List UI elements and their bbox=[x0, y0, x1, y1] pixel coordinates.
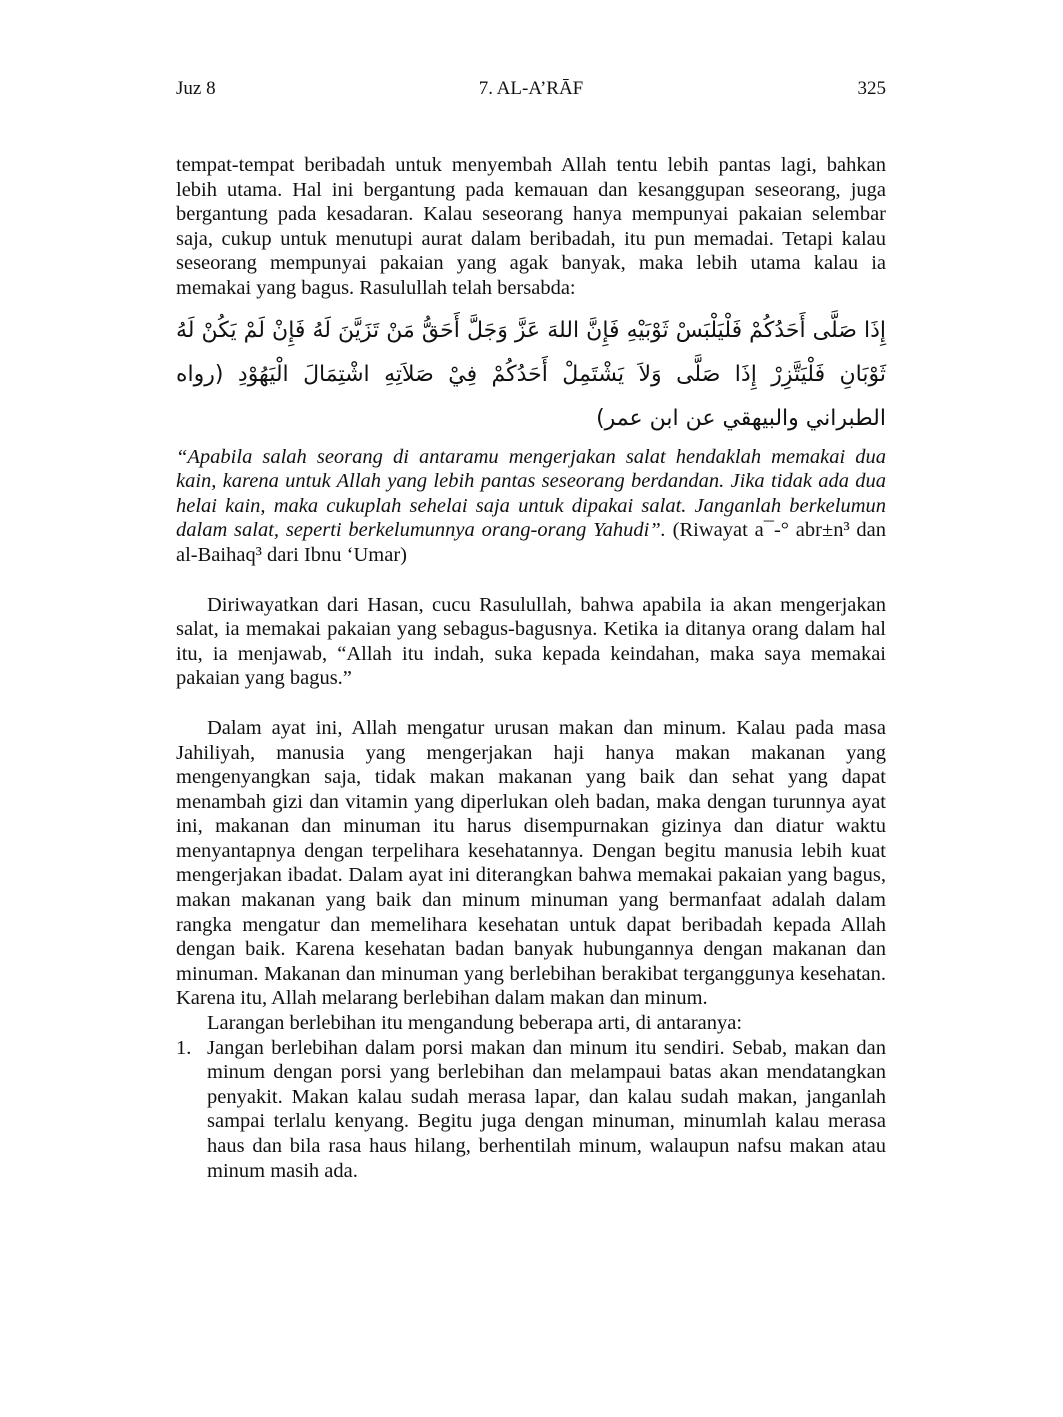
hadith-reference: (Riwayat a¯-° abr±n³ dan al-Baihaq³ dari Ibnu ‘Umar) bbox=[176, 519, 886, 566]
page-body bbox=[176, 153, 886, 1183]
surah-title: 7. AL-A’RĀF bbox=[478, 78, 584, 99]
list-item bbox=[176, 1036, 886, 1184]
hadith-translation bbox=[176, 445, 886, 568]
list-item-number: 1. bbox=[176, 1036, 192, 1059]
paragraph-gap bbox=[176, 691, 886, 716]
paragraph-continuation: tempat-tempat beribadah untuk menyembah Allah tentu lebih pantas lagi, bahkan lebih utama. Hal ini bergantung pada kemauan dan kesanggupan seseorang, juga bergantung pada kesadaran. Kalau seseorang hanya mempunyai pakaian selembar saja, cukup untuk menutupi aurat dalam beribadah, itu pun memadai. Tetapi kalau seseorang mempunyai pakaian yang agak banyak, maka lebih utama kalau ia memakai yang bagus. Rasulullah telah bersabda: bbox=[176, 154, 886, 299]
paragraph-prohibition-intro: Larangan berlebihan itu mengandung beberapa arti, di antaranya: bbox=[207, 1012, 743, 1035]
paragraph-gap bbox=[176, 568, 886, 593]
hadith-arabic-text: إِذَا صَلَّى أَحَدُكُمْ فَلْيَلْبَسْ ثَوْبَيْهِ فَإِنَّ اللهَ عَزَّ وَجَلَّ أَحَقُّ مَنْ تَزَيَّنَ لَهُ فَإِنْ لَمْ يَكُنْ لَهُ ثَوْبَانِ فَلْيَتَّزِرْ إِذَا صَلَّى وَلاَ يَشْتَمِلْ أَحَدُكُمْ فِيْ صَلاَتِهِ اشْتِمَالَ الْيَهُوْدِ (رواه الطبراني والبيهقي عن ابن عمر) bbox=[176, 317, 886, 431]
paragraph-hasan: Diriwayatkan dari Hasan, cucu Rasulullah, bahwa apabila ia akan mengerjakan salat, ia memakai pakaian yang sebagus-bagusnya. Ketika ia ditanya orang dalam hal itu, ia menjawab, “Allah itu indah, suka kepada keindahan, maka saya memakai pakaian yang bagus.” bbox=[176, 593, 886, 690]
list-item-text: Jangan berlebihan dalam porsi makan dan minum itu sendiri. Sebab, makan dan minum dengan porsi yang berlebihan dan melampaui batas akan mendatangkan penyakit. Makan kalau sudah merasa lapar, dan kalau sudah makan, janganlah sampai terlalu kenyang. Begitu juga dengan minuman, minumlah kalau merasa haus dan bila rasa haus hilang, berhentilah minum, walaupun nafsu makan atau minum masih ada. bbox=[207, 1036, 886, 1182]
page-header bbox=[176, 76, 886, 102]
prohibition-list bbox=[176, 1036, 886, 1184]
juz-label: Juz 8 bbox=[176, 78, 216, 99]
paragraph-food-drink: Dalam ayat ini, Allah mengatur urusan makan dan minum. Kalau pada masa Jahiliyah, manusia yang mengerjakan haji hanya makan makanan yang mengenyangkan saja, tidak makan makanan yang baik dan sehat yang dapat menambah gizi dan vitamin yang diperlukan oleh badan, maka dengan turunnya ayat ini, makanan dan minuman itu harus disempurnakan gizinya dan diatur waktu menyantapnya dengan terpelihara kesehatannya. Dengan begitu manusia lebih kuat mengerjakan ibadat. Dalam ayat ini diterangkan bahwa memakai pakaian yang bagus, makan makanan yang baik dan minum minuman yang bermanfaat adalah dalam rangka mengatur dan memelihara kesehatan untuk dapat beribadah kepada Allah dengan baik. Karena kesehatan badan banyak hubungannya dengan makanan dan minuman. Makanan dan minuman yang berlebihan berakibat terganggunya kesehatan. Karena itu, Allah melarang berlebihan dalam makan dan minum. bbox=[176, 716, 886, 1010]
hadith-translation-text: “Apabila salah seorang di antaramu mengerjakan salat hendaklah memakai dua kain, karena untuk Allah yang lebih pantas seseorang berdandan. Jika tidak ada dua helai kain, maka cukuplah sehelai saja untuk dipakai salat. Janganlah berkelumun dalam salat, seperti berkelumunnya orang-orang Yahudi”. bbox=[176, 445, 886, 542]
page-number: 325 bbox=[857, 78, 886, 99]
